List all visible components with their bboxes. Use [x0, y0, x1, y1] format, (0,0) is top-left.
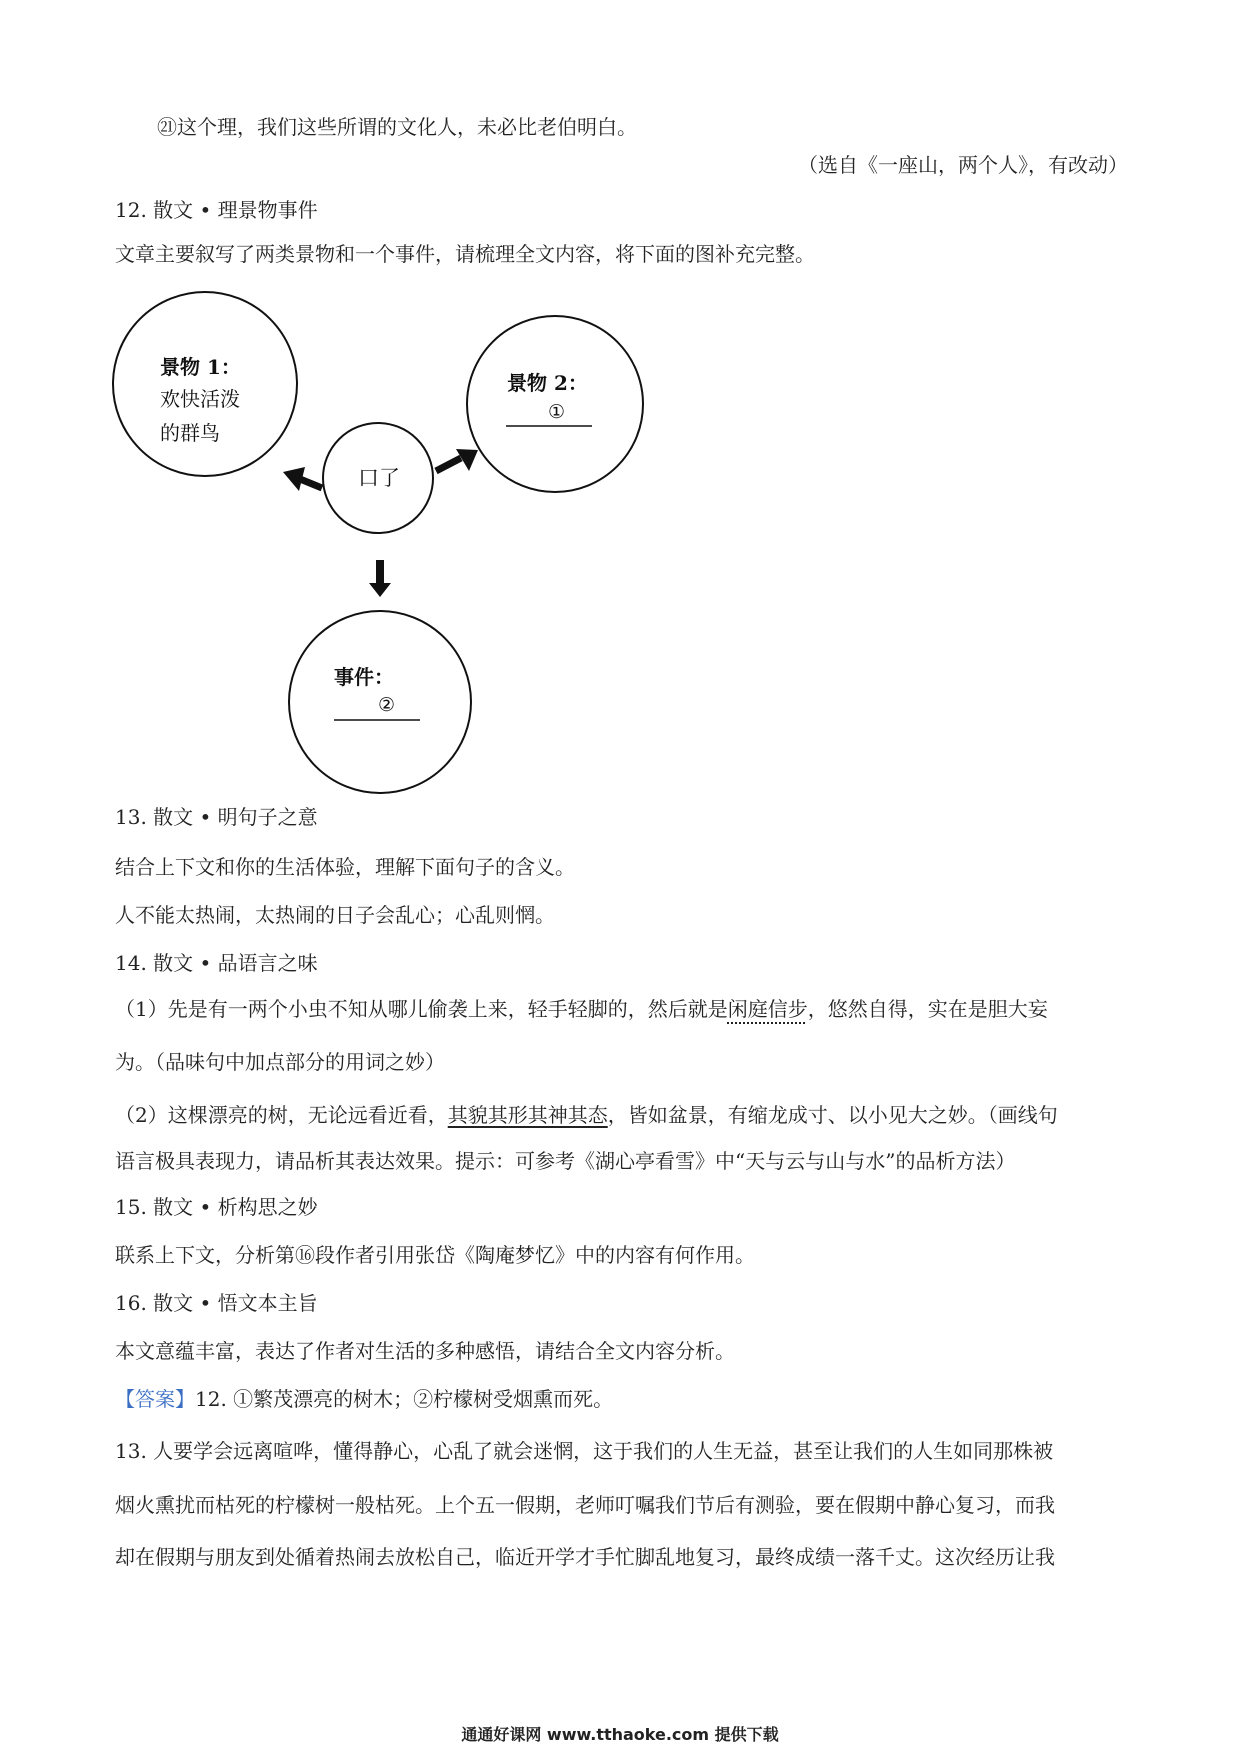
question-15-title: 15. 散文 • 析构思之妙	[115, 1195, 318, 1219]
question-14-sub2-line1	[115, 1100, 1058, 1130]
passage-paragraph-21: ㉑这个理，我们这些所谓的文化人，未必比老伯明白。	[157, 115, 637, 139]
scene1-line1: 欢快活泼	[160, 387, 240, 411]
answer-13-line3: 却在假期与朋友到处循着热闹去放松自己，临近开学才手忙脚乱地复习，最终成绩一落千丈。这次经历让我	[115, 1545, 1055, 1569]
passage-source: （选自《一座山，两个人》，有改动）	[798, 153, 1128, 177]
question-13-sentence: 人不能太热闹，太热闹的日子会乱心；心乱则惘。	[115, 903, 555, 927]
q14-s1-text-a: （1）先是有一两个小虫不知从哪儿偷袭上来，轻手轻脚的，然后就是	[115, 997, 728, 1021]
arrow-left-icon	[283, 467, 322, 491]
footer-watermark: 通通好课网 www.tthaoke.com 提供下载	[461, 1725, 779, 1744]
center-circle	[323, 423, 433, 533]
answer-12	[115, 1384, 613, 1414]
center-label: 口了	[358, 466, 400, 490]
scene2-circle	[467, 316, 643, 492]
answer-13-line2: 烟火熏扰而枯死的柠檬树一般枯死。上个五一假期，老师叮嘱我们节后有测验，要在假期中静心复习，而我	[115, 1493, 1055, 1517]
question-13-title: 13. 散文 • 明句子之意	[115, 805, 318, 829]
question-12-title: 12. 散文 • 理景物事件	[115, 198, 318, 222]
scene2-blank-marker: ①	[548, 401, 566, 423]
question-14-sub2-line2: 语言极具表现力，请品析其表达效果。提示：可参考《湖心亭看雪》中“天与云与山与水”的品析方法）	[115, 1149, 1016, 1173]
question-16-title: 16. 散文 • 悟文本主旨	[115, 1291, 318, 1315]
question-14-title: 14. 散文 • 品语言之味	[115, 951, 318, 975]
scene2-title: 景物 2：	[507, 371, 588, 395]
q14-underlined-phrase: 其貌其形其神其态	[447, 1103, 608, 1127]
arrow-down-icon	[369, 560, 391, 597]
answer-12-text: 12. ①繁茂漂亮的树木；②柠檬树受烟熏而死。	[195, 1387, 614, 1411]
q14-dotted-phrase: 闲庭信步	[727, 997, 808, 1021]
question-13-prompt: 结合上下文和你的生活体验，理解下面句子的含义。	[115, 855, 575, 879]
q14-s1-text-b: ，悠然自得，实在是胆大妄	[807, 997, 1048, 1021]
scene1-line2: 的群鸟	[160, 421, 220, 445]
event-circle	[289, 611, 471, 793]
q14-s2-text-b: ，皆如盆景，有缩龙成寸、以小见大之妙。（画线句	[607, 1103, 1058, 1127]
question-16-prompt: 本文意蕴丰富，表达了作者对生活的多种感悟，请结合全文内容分析。	[115, 1339, 735, 1363]
question-15-prompt: 联系上下文，分析第⑯段作者引用张岱《陶庵梦忆》中的内容有何作用。	[115, 1243, 755, 1267]
scene1-circle	[113, 292, 297, 476]
q14-s2-text-a: （2）这棵漂亮的树，无论远看近看，	[115, 1103, 448, 1127]
answer-13-line1: 13. 人要学会远离喧哗，懂得静心，心乱了就会迷惘，这于我们的人生无益，甚至让我们的人生如同那株被	[115, 1439, 1054, 1463]
question-14-sub1-line1	[115, 994, 1048, 1024]
answer-tag: 【答案】	[115, 1387, 195, 1411]
event-blank-marker: ②	[378, 694, 396, 716]
arrow-right-icon	[436, 449, 478, 471]
event-title: 事件：	[334, 665, 394, 689]
question-12-prompt: 文章主要叙写了两类景物和一个事件，请梳理全文内容，将下面的图补充完整。	[115, 242, 815, 266]
scene1-title: 景物 1：	[160, 355, 241, 379]
question-14-sub1-line2: 为。（品味句中加点部分的用词之妙）	[115, 1050, 445, 1074]
